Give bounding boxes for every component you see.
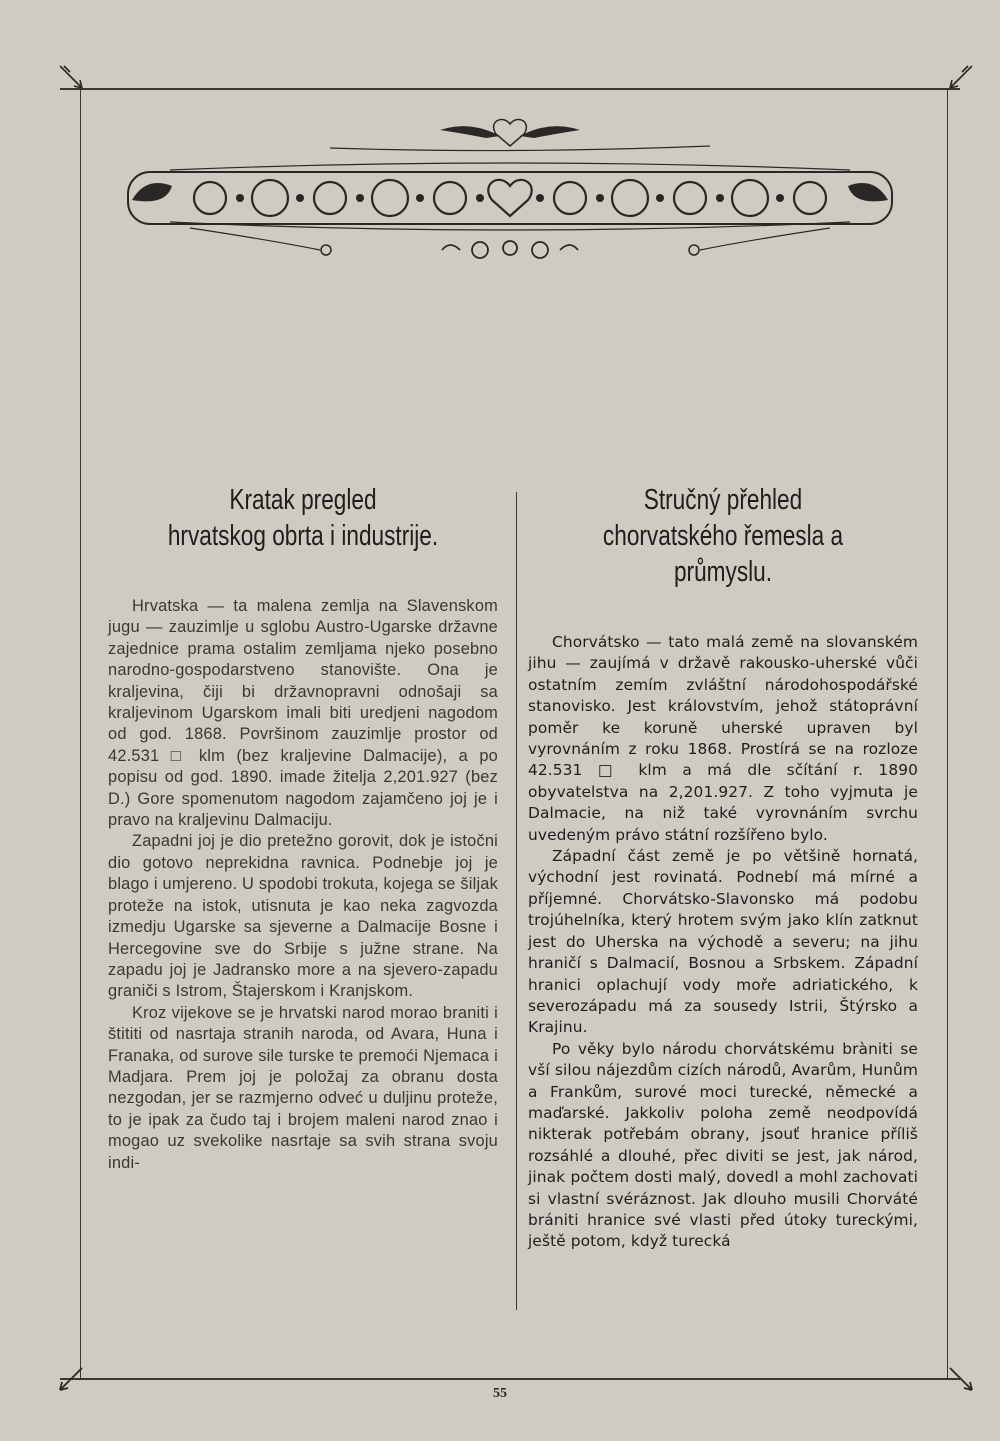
paragraph: Zapadni joj je dio pretežno gorovit, dok je istočni dio gotovo neprekidna ravnica. Podnebje joj je blago i umjereno. U spodobi trokuta, kojega se šiljak proteže na istok, utisnuta je kao neka zagvozda izmedju Ugarske sa sjeverne a Dalmacije Bosne i Hercegovine sve do Srbije s južne strane. Na zapadu joj je Jadransko more a na sjevero-zapadu graniči s Istrom, Štajerskom i Kranjskom. [108, 832, 498, 1001]
title-line-1: Stručný přehled [643, 484, 803, 516]
paragraph: Hrvatska — ta malena zemlja na Slavenskom jugu — zauzimlje u sglobu Austro-Ugarske državne zajednice prama ostalim zemljama njeko posebno narodno-gospodarstveno stanovište. Ona je kraljevina, čiji bi državnopravni odnošaji sa kraljevinom Ugarskom imali biti uredjeni nagodom od god. 1868. Površinom zauzimlje prostor od 42.531 □ klm (bez kraljevine Dalmacije), a po popisu od god. 1890. imade žitelja 2,201.927 (bez D.) Gore spomenutom nagodom zajamčeno joj je i pravo na kraljevinu Dalmaciju. [108, 597, 498, 830]
title-line-1: Kratak pregled [229, 484, 377, 516]
page-number: 55 [493, 1386, 507, 1401]
article-title-czech [571, 482, 875, 590]
paragraph: Západní část země je po většině hornatá, východní jest rovinatá. Podnebí má mírné a příjemné. Chorvátsko-Slavonsko má podobu trojúhelníka, který hrotem svým jako klín zatknut jest do Uherska na východě a severu; na jihu hraničí s Dalmacií, Bosnou a Srbskem. Západní hranici oplachují vody moře adriatického, k severozápadu má za sousedy Istrii, Štýrsko a Krajinu. [528, 847, 918, 1037]
title-line-2: chorvatského řemesla a průmyslu. [602, 520, 844, 588]
article-body-croatian [108, 596, 498, 1174]
paragraph: Po věky bylo národu chorvátskému bràniti se vší silou nájezdům cizích národů, Avarům, Hunům a Frankům, surové moci turecké, německé a maďarské. Jakkoliv poloha země neodpovídá nikterak potřebám obrany, jsouť hranice příliš rozsáhlé a dlouhé, přec diviti se jest, jak národ, jinak počtem dosti malý, dovedl a mohl zachovati si vlastní svéráznost. Jak dlouho musili Chorváté brániti hranice své vlasti před útoky tureckými, ještě potom, když turecká [528, 1039, 918, 1251]
corner-ornament-top-right [946, 62, 976, 92]
decorative-header-ornament [110, 110, 910, 280]
frame-bottom-rule [60, 1378, 960, 1380]
right-column-czech [528, 482, 918, 1253]
column-divider [516, 492, 517, 1310]
article-title-croatian [151, 482, 455, 554]
title-line-2: hrvatskog obrta i industrije. [167, 520, 439, 552]
left-column-croatian [108, 482, 498, 1174]
article-body-czech [528, 632, 918, 1253]
paragraph: Kroz vijekove se je hrvatski narod morao braniti i štititi od nasrtaja stranih naroda, od Avara, Huna i Franaka, od surove sile turske te premoći Njemaca i Madjara. Prem joj je položaj za obranu dosta nezgodan, jer se razmjerno odveć u duljinu proteže, to je ipak za čudo taj i brojem maleni narod znao i mogao uz svekolike nasrtaje sa svih strana svoju indi- [108, 1003, 498, 1172]
paragraph: Chorvátsko — tato malá země na slovanském jihu — zaujímá v državě rakousko-uherské vůči ostatním zemím zvláštní národohospodářské stanovisko. Jest královstvím, jehož státoprávní poměr ke koruně uherské upraven byl vyrovnáním z roku 1868. Prostírá se na rozloze 42.531 □ klm a má dle sčítání r. 1890 obyvatelstva na 2,201.927. Z toho vyjmuta je Dalmacie, na niž také vyrovnáním svrchu uvedeným právo státní rozšířeno bylo. [528, 633, 918, 844]
corner-ornament-top-left [56, 62, 86, 92]
